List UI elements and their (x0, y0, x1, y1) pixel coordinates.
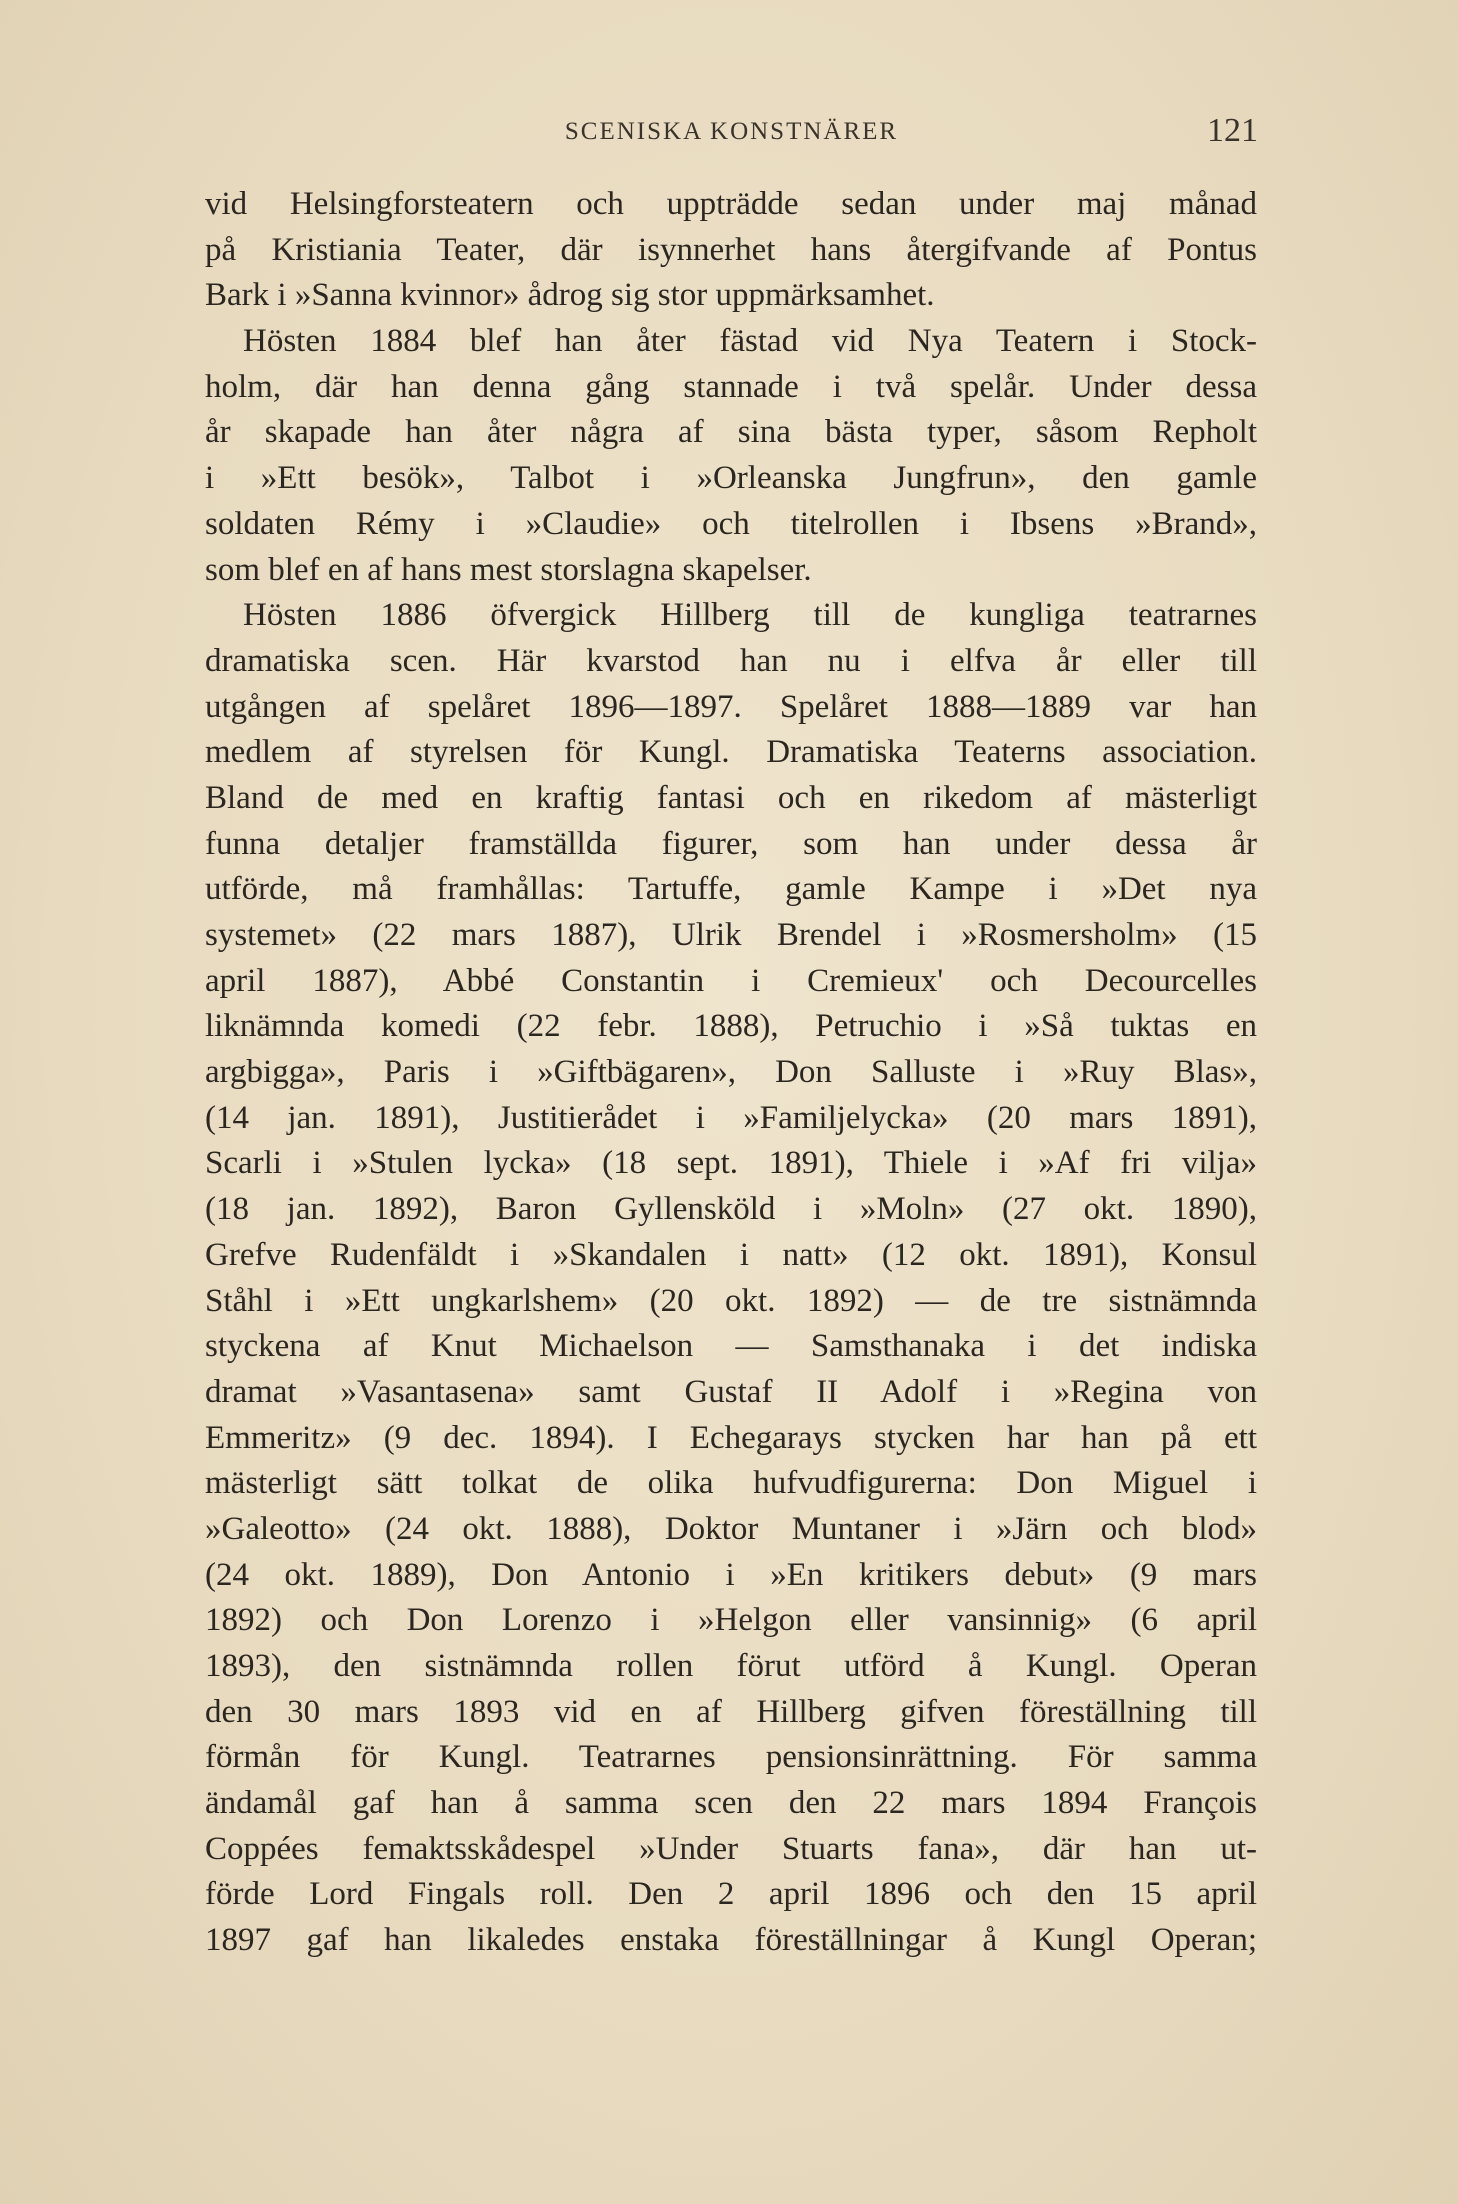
text-line: dramat »Vasantasena» samt Gustaf II Adolf i »Regina von (205, 1373, 1257, 1410)
page-header (205, 112, 1258, 156)
text-line: styckena af Knut Michaelson — Samsthanaka i det indiska (205, 1328, 1257, 1365)
text-line: utförde, må framhållas: Tartuffe, gamle Kampe i »Det nya (205, 871, 1257, 908)
text-line: 1893), den sistnämnda rollen förut utförd å Kungl. Operan (205, 1648, 1257, 1684)
text-line: utgången af spelåret 1896—1897. Spelåret 1888—1889 var han (205, 688, 1257, 725)
text-line: systemet» (22 mars 1887), Ulrik Brendel i »Rosmersholm» (15 (205, 917, 1257, 953)
text-line: (18 jan. 1892), Baron Gyllensköld i »Moln» (27 okt. 1890), (205, 1191, 1257, 1228)
text-line: mästerligt sätt tolkat de olika hufvudfigurerna: Don Miguel i (205, 1465, 1257, 1502)
text-line: argbigga», Paris i »Giftbägaren», Don Salluste i »Ruy Blas», (205, 1054, 1257, 1091)
text-line: på Kristiania Teater, där isynnerhet hans återgifvande af Pontus (205, 231, 1257, 268)
text-line: (14 jan. 1891), Justitierådet i »Familjelycka» (20 mars 1891), (205, 1099, 1257, 1136)
text-line: Bland de med en kraftig fantasi och en rikedom af mästerligt (205, 779, 1257, 816)
text-line: Hösten 1884 blef han åter fästad vid Nya Teatern i Stock- (243, 323, 1257, 360)
text-line: funna detaljer framställda figurer, som han under dessa år (205, 825, 1257, 862)
text-line: medlem af styrelsen för Kungl. Dramatiska Teaterns association. (205, 734, 1257, 771)
text-line: liknämnda komedi (22 febr. 1888), Petruchio i »Så tuktas en (205, 1008, 1257, 1045)
text-line: den 30 mars 1893 vid en af Hillberg gifven föreställning till (205, 1693, 1257, 1730)
text-line: »Galeotto» (24 okt. 1888), Doktor Muntaner i »Järn och blod» (205, 1510, 1257, 1547)
text-line: dramatiska scen. Här kvarstod han nu i elfva år eller till (205, 642, 1257, 679)
text-line: vid Helsingforsteatern och uppträdde sedan under maj månad (205, 186, 1257, 222)
text-line: (24 okt. 1889), Don Antonio i »En kritikers debut» (9 mars (205, 1556, 1257, 1593)
running-title: SCENISKA KONSTNÄRER (564, 118, 899, 145)
text-line: i »Ett besök», Talbot i »Orleanska Jungfrun», den gamle (205, 460, 1257, 497)
text-line: 1892) och Don Lorenzo i »Helgon eller vansinnig» (6 april (205, 1602, 1257, 1639)
text-line: förmån för Kungl. Teatrarnes pensionsinrättning. För samma (205, 1739, 1257, 1776)
text-line: förde Lord Fingals roll. Den 2 april 1896 och den 15 april (205, 1876, 1257, 1913)
text-line: soldaten Rémy i »Claudie» och titelrollen i Ibsens »Brand», (205, 505, 1257, 542)
text-line: Hösten 1886 öfvergick Hillberg till de kungliga teatrarnes (243, 597, 1257, 634)
text-line: år skapade han åter några af sina bästa typer, såsom Repholt (205, 414, 1257, 451)
text-line: Grefve Rudenfäldt i »Skandalen i natt» (12 okt. 1891), Konsul (205, 1236, 1257, 1273)
text-line: Scarli i »Stulen lycka» (18 sept. 1891), Thiele i »Af fri vilja» (205, 1145, 1257, 1182)
text-line: Coppées femaktsskådespel »Under Stuarts fana», där han ut- (205, 1830, 1257, 1867)
text-line: som blef en af hans mest storslagna skapelser. (205, 551, 812, 588)
text-line: Emmeritz» (9 dec. 1894). I Echegarays stycken har han på ett (205, 1419, 1257, 1456)
text-line: holm, där han denna gång stannade i två spelår. Under dessa (205, 368, 1257, 405)
body-text (205, 182, 1257, 1964)
text-line: 1897 gaf han likaledes enstaka föreställningar å Kungl Operan; (205, 1922, 1257, 1959)
text-line: april 1887), Abbé Constantin i Cremieux' och Decourcelles (205, 962, 1257, 999)
text-line: Ståhl i »Ett ungkarlshem» (20 okt. 1892) — de tre sistnämnda (205, 1282, 1257, 1319)
text-line: ändamål gaf han å samma scen den 22 mars 1894 François (205, 1785, 1257, 1822)
page-number: 121 (1207, 112, 1258, 149)
text-line: Bark i »Sanna kvinnor» ådrog sig stor uppmärksamhet. (205, 277, 935, 314)
